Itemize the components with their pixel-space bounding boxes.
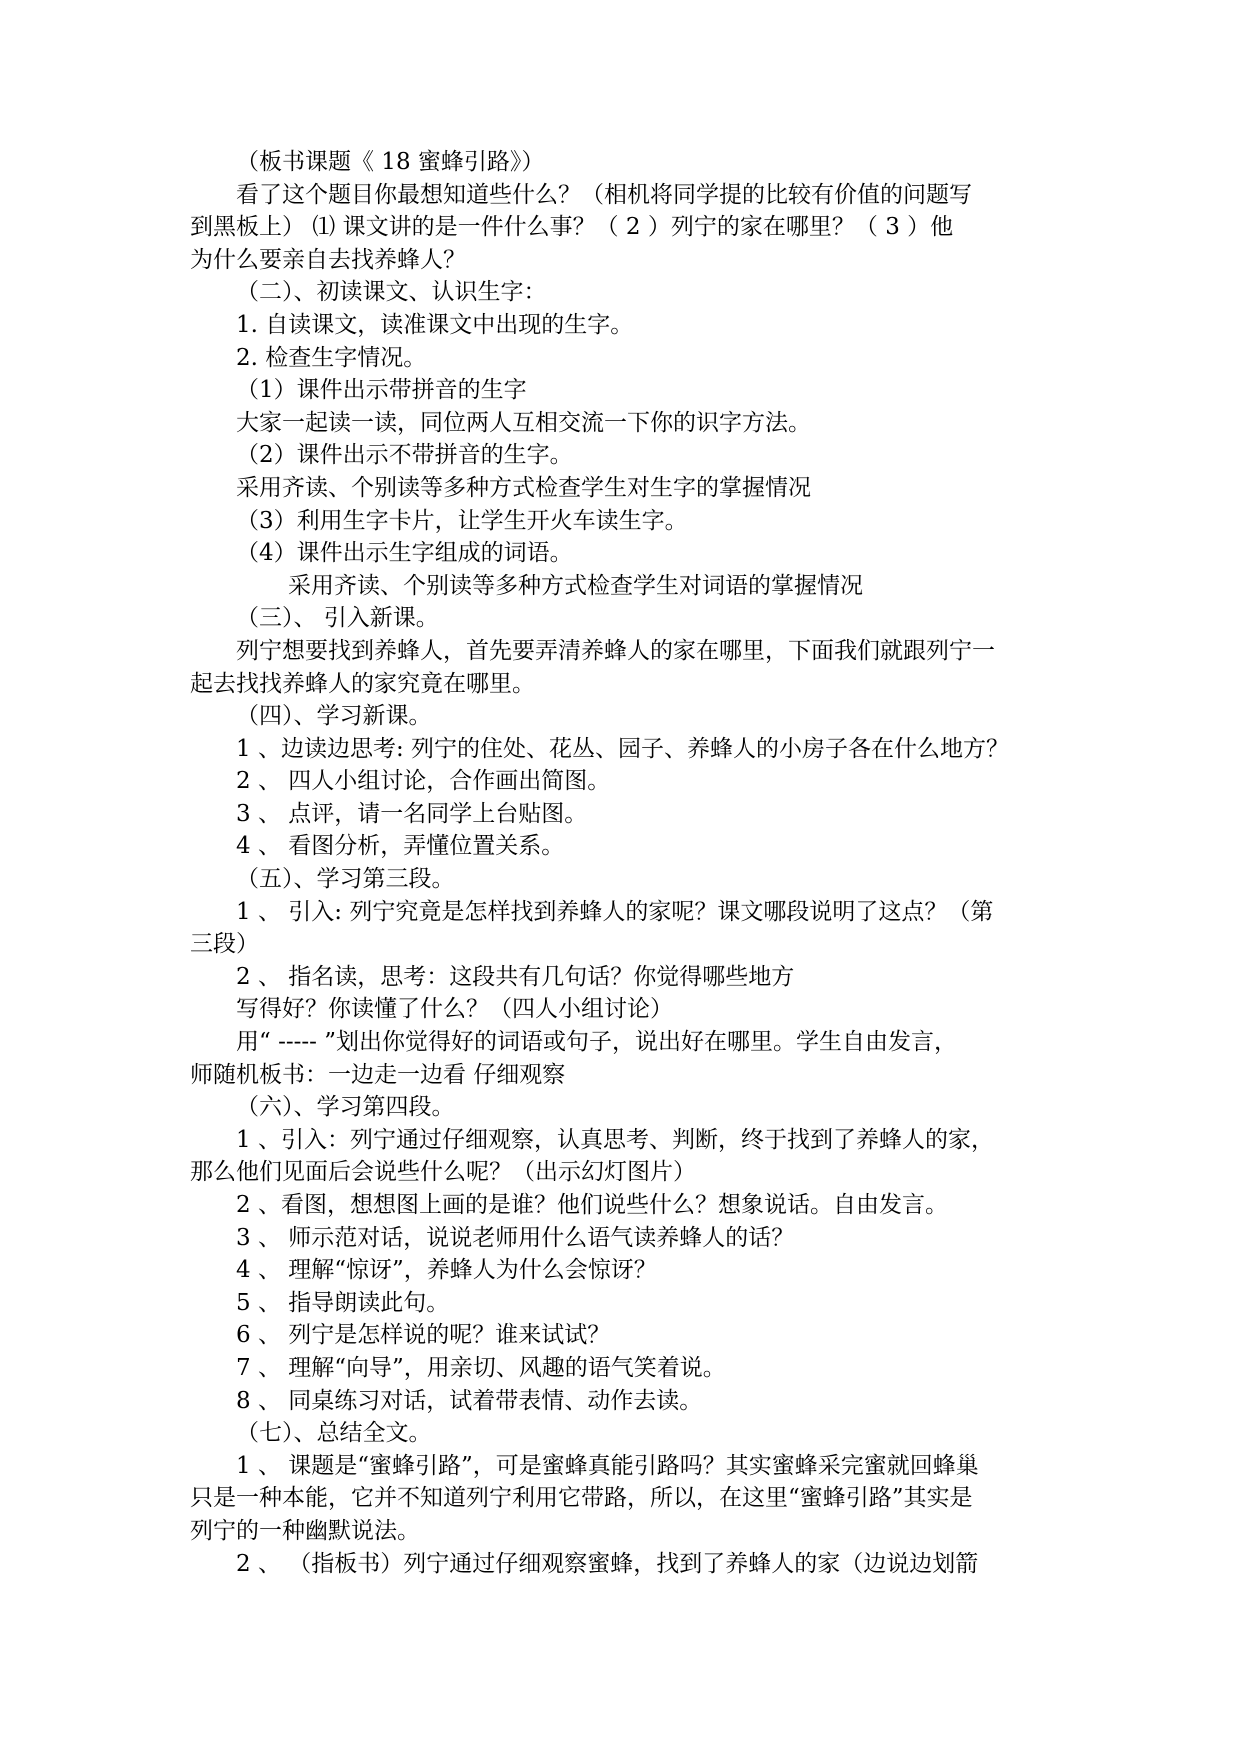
text-line: 4 、 理解“惊讶”，养蜂人为什么会惊讶？ (236, 1257, 657, 1284)
section-heading: （七）、总结全文。 (236, 1420, 432, 1447)
text-line: 5 、 指导朗读此句。 (236, 1289, 450, 1316)
text-line: （4）课件出示生字组成的词语。 (236, 540, 573, 567)
text-line: 8 、 同桌练习对话，试着带表情、动作去读。 (236, 1387, 703, 1414)
text-line: 采用齐读、个别读等多种方式检查学生对词语的掌握情况 (288, 572, 863, 599)
text-line: （板书课题《 18 蜜蜂引路》） (236, 149, 545, 175)
text-line: 只是一种本能，它并不知道列宁利用它带路，所以，在这里“蜜蜂引路”其实是 (190, 1485, 973, 1512)
text-line: 2 、看图，想想图上画的是谁？他们说些什么？想象说话。自由发言。 (236, 1192, 948, 1218)
text-line: 列宁的一种幽默说法。 (190, 1517, 420, 1544)
text-line: 1 、引入：列宁通过仔细观察，认真思考、判断，终于找到了养蜂人的家， (236, 1126, 994, 1153)
text-line: （1）课件出示带拼音的生字 (236, 377, 527, 404)
document-body (190, 146, 1070, 1580)
text-line: 用“ ----- ”划出你觉得好的词语或句子，说出好在哪里。学生自由发言， (236, 1029, 957, 1056)
text-line: 到黑板上） ⑴ 课文讲的是一件什么事？（ 2 ）列宁的家在哪里？（ 3 ）他 (190, 214, 954, 241)
text-line: 2 、 四人小组讨论，合作画出简图。 (236, 768, 611, 795)
text-line: 3 、 点评，请一名同学上台贴图。 (236, 800, 588, 827)
text-line: 起去找找养蜂人的家究竟在哪里。 (190, 670, 535, 697)
section-heading: （四）、学习新课。 (236, 703, 432, 730)
text-line: 2. 检查生字情况。 (236, 344, 427, 371)
text-line: 采用齐读、个别读等多种方式检查学生对生字的掌握情况 (236, 474, 811, 501)
text-line: 写得好？你读懂了什么？（四人小组讨论） (236, 996, 673, 1023)
text-line: 2 、 指名读，思考：这段共有几句话？你觉得哪些地方 (236, 963, 795, 990)
text-line: 4 、 看图分析，弄懂位置关系。 (236, 833, 565, 860)
text-line: 1 、边读边思考: 列宁的住处、花丛、园子、养蜂人的小房子各在什么地方？ (236, 735, 1010, 762)
text-line: （3）利用生字卡片，让学生开火车读生字。 (236, 507, 688, 534)
text-line: 1. 自读课文，读准课文中出现的生字。 (236, 311, 634, 338)
text-line: 1 、 引入: 列宁究竟是怎样找到养蜂人的家呢？课文哪段说明了这点？（第 (236, 898, 994, 925)
text-line: 6 、 列宁是怎样说的呢？谁来试试？ (236, 1322, 611, 1349)
text-line: 为什么要亲自去找养蜂人？ (190, 246, 466, 273)
text-line: 师随机板书：一边走一边看 仔细观察 (190, 1061, 566, 1088)
text-line: 三段） (190, 931, 259, 958)
section-heading: （三）、 引入新课。 (236, 605, 439, 632)
text-line: 7 、 理解“向导”，用亲切、风趣的语气笑着说。 (236, 1354, 726, 1381)
text-line: 大家一起读一读，同位两人互相交流一下你的识字方法。 (236, 409, 811, 436)
text-line: （2）课件出示不带拼音的生字。 (236, 442, 573, 469)
section-heading: （二）、初读课文、认识生字： (236, 279, 547, 306)
text-line: 1 、 课题是“蜜蜂引路”，可是蜜蜂真能引路吗？其实蜜蜂采完蜜就回蜂巢 (236, 1452, 979, 1479)
text-line: 那么他们见面后会说些什么呢？（出示幻灯图片） (190, 1159, 696, 1186)
text-line: 3 、 师示范对话，说说老师用什么语气读养蜂人的话？ (236, 1224, 795, 1251)
text-line: 2 、 （指板书）列宁通过仔细观察蜜蜂，找到了养蜂人的家（边说边划箭 (236, 1550, 979, 1577)
text-line: 列宁想要找到养蜂人，首先要弄清养蜂人的家在哪里，下面我们就跟列宁一 (236, 637, 995, 664)
text-line: 看了这个题目你最想知道些什么？（相机将同学提的比较有价值的问题写 (236, 181, 972, 208)
section-heading: （六）、学习第四段。 (236, 1094, 455, 1121)
section-heading: （五）、学习第三段。 (236, 866, 455, 893)
